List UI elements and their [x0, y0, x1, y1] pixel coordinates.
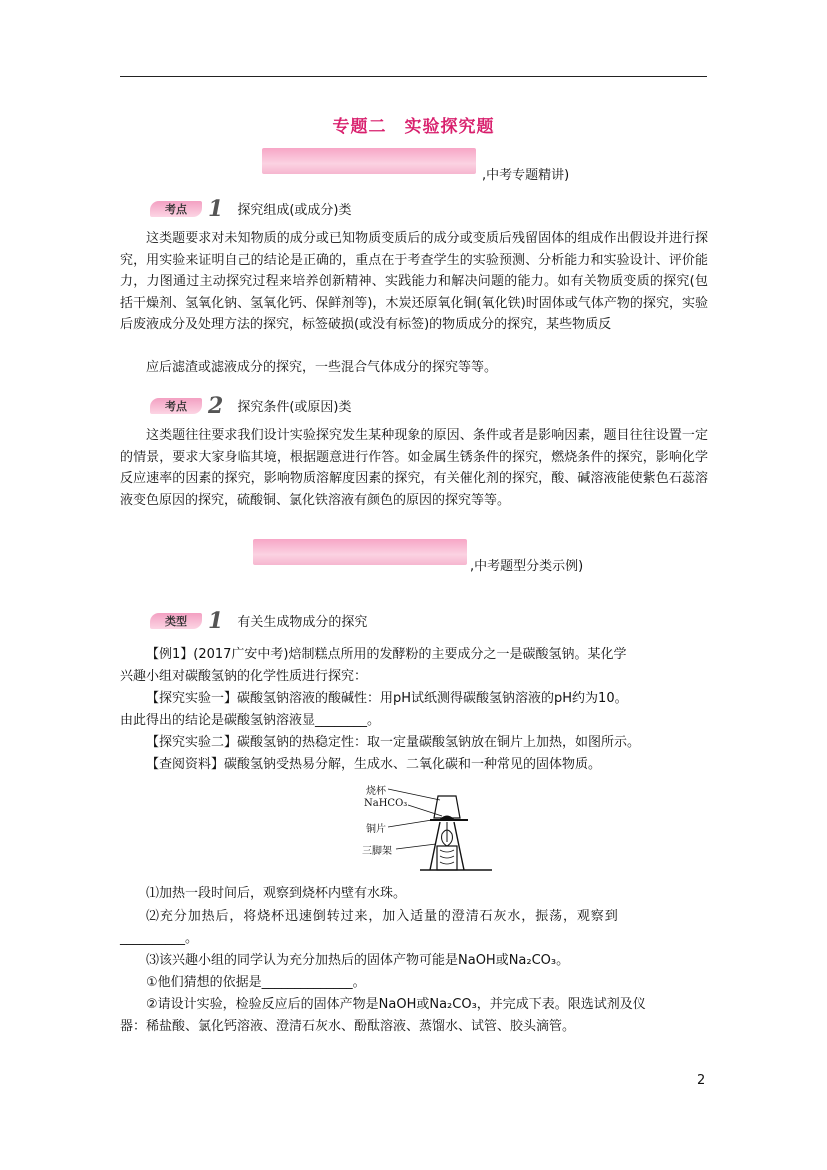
example-line-2: 兴趣小组对碳酸氢钠的化学性质进行探究： [120, 669, 368, 684]
kaodian-2-body: 这类题往往要求我们设计实验探究发生某种现象的原因、条件或者是影响因素，题目往往设置一定的情景，要求大家身临其境，根据题意进行作答。如金属生锈条件的探究，燃烧条件的探究，影响化学反应速率的因素的探究，影响物质溶解度因素的探究，有关催化剂的探究，酸、碱溶液能使紫色石蕊溶液变色原因的探究，硫酸铜、氯化铁溶液有颜色的原因的探究等等。 [120, 428, 708, 508]
section-banner-2 [253, 539, 467, 565]
label-nahco3: NaHCO₃ [364, 798, 408, 809]
leixing-1-number: 1 [208, 607, 224, 634]
label-beaker: 烧杯 [366, 786, 386, 797]
kaodian-2-tag: 考点 [150, 398, 202, 414]
label-tripod: 三脚架 [362, 846, 392, 857]
example-line-3: 【探究实验一】碳酸氢钠溶液的酸碱性：用pH试纸测得碳酸氢钠溶液的pH约为10。 [146, 691, 628, 706]
kaodian-1-body-cont: 应后滤渣或滤液成分的探究，一些混合气体成分的探究等等。 [146, 360, 498, 375]
leixing-1-tag: 类型 [150, 613, 202, 629]
page-number: 2 [697, 1073, 706, 1088]
kaodian-2-heading [150, 392, 352, 419]
question-3: ⑶该兴趣小组的同学认为充分加热后的固体产物可能是NaOH或Na₂CO₃。 [146, 953, 570, 968]
kaodian-2-label: 探究条件(或原因)类 [237, 400, 352, 415]
kaodian-1-tag: 考点 [150, 201, 202, 217]
example-line-5: 【探究实验二】碳酸氢钠的热稳定性：取一定量碳酸氢钠放在铜片上加热，如图所示。 [146, 735, 641, 750]
question-3b: ②请设计实验，检验反应后的固体产物是NaOH或Na₂CO₃，并完成下表。限选试剂及仪 [146, 997, 646, 1012]
leixing-1-heading [150, 607, 368, 634]
leixing-1-label: 有关生成物成分的探究 [237, 615, 368, 630]
kaodian-1-label: 探究组成(或成分)类 [237, 203, 352, 218]
kaodian-1-body: 这类题要求对未知物质的成分或已知物质变质后的成分或变质后残留固体的组成作出假设并进行探究，用实验来证明自己的结论是正确的，重点在于考查学生的实验预测、分析能力和实验设计、评价能力，力图通过主动探究过程来培养创新精神、实践能力和解决问题的能力。如有关物质变质的探究(包括干燥剂、氢氧化钠、氢氧化钙、保鲜剂等)，木炭还原氧化铜(氧化铁)时固体或气体产物的探究，实验后废液成分及处理方法的探究，标签破损(或没有标签)的物质成分的探究，某些物质反 [120, 231, 708, 332]
kaodian-1-heading [150, 195, 352, 222]
section-banner-1 [262, 148, 476, 174]
header-rule [120, 76, 707, 77]
question-3a: ①他们猜想的依据是______________。 [146, 975, 366, 990]
label-copper: 铜片 [366, 824, 386, 835]
example-line-1: 【例1】(2017广安中考)焙制糕点所用的发酵粉的主要成分之一是碳酸氢钠。某化学 [146, 647, 627, 662]
section-banner-1-text: ,中考专题精讲) [482, 168, 570, 183]
section-banner-2-text: ,中考题型分类示例) [470, 559, 584, 574]
page-title: 专题二 实验探究题 [332, 117, 495, 137]
example-line-6: 【查阅资料】碳酸氢钠受热易分解，生成水、二氧化碳和一种常见的固体物质。 [146, 757, 602, 772]
question-2b: __________。 [120, 931, 199, 946]
kaodian-1-number: 1 [208, 195, 224, 222]
kaodian-2-number: 2 [208, 392, 224, 419]
question-3c: 器：稀盐酸、氯化钙溶液、澄清石灰水、酚酞溶液、蒸馏水、试管、胶头滴管。 [120, 1019, 576, 1034]
question-1: ⑴加热一段时间后，观察到烧杯内壁有水珠。 [146, 886, 407, 901]
apparatus-figure [360, 782, 500, 874]
question-2a: ⑵充分加热后，将烧杯迅速倒转过来，加入适量的澄清石灰水，振荡，观察到 [146, 909, 619, 924]
example-line-4: 由此得出的结论是碳酸氢钠溶液显________。 [120, 713, 381, 728]
